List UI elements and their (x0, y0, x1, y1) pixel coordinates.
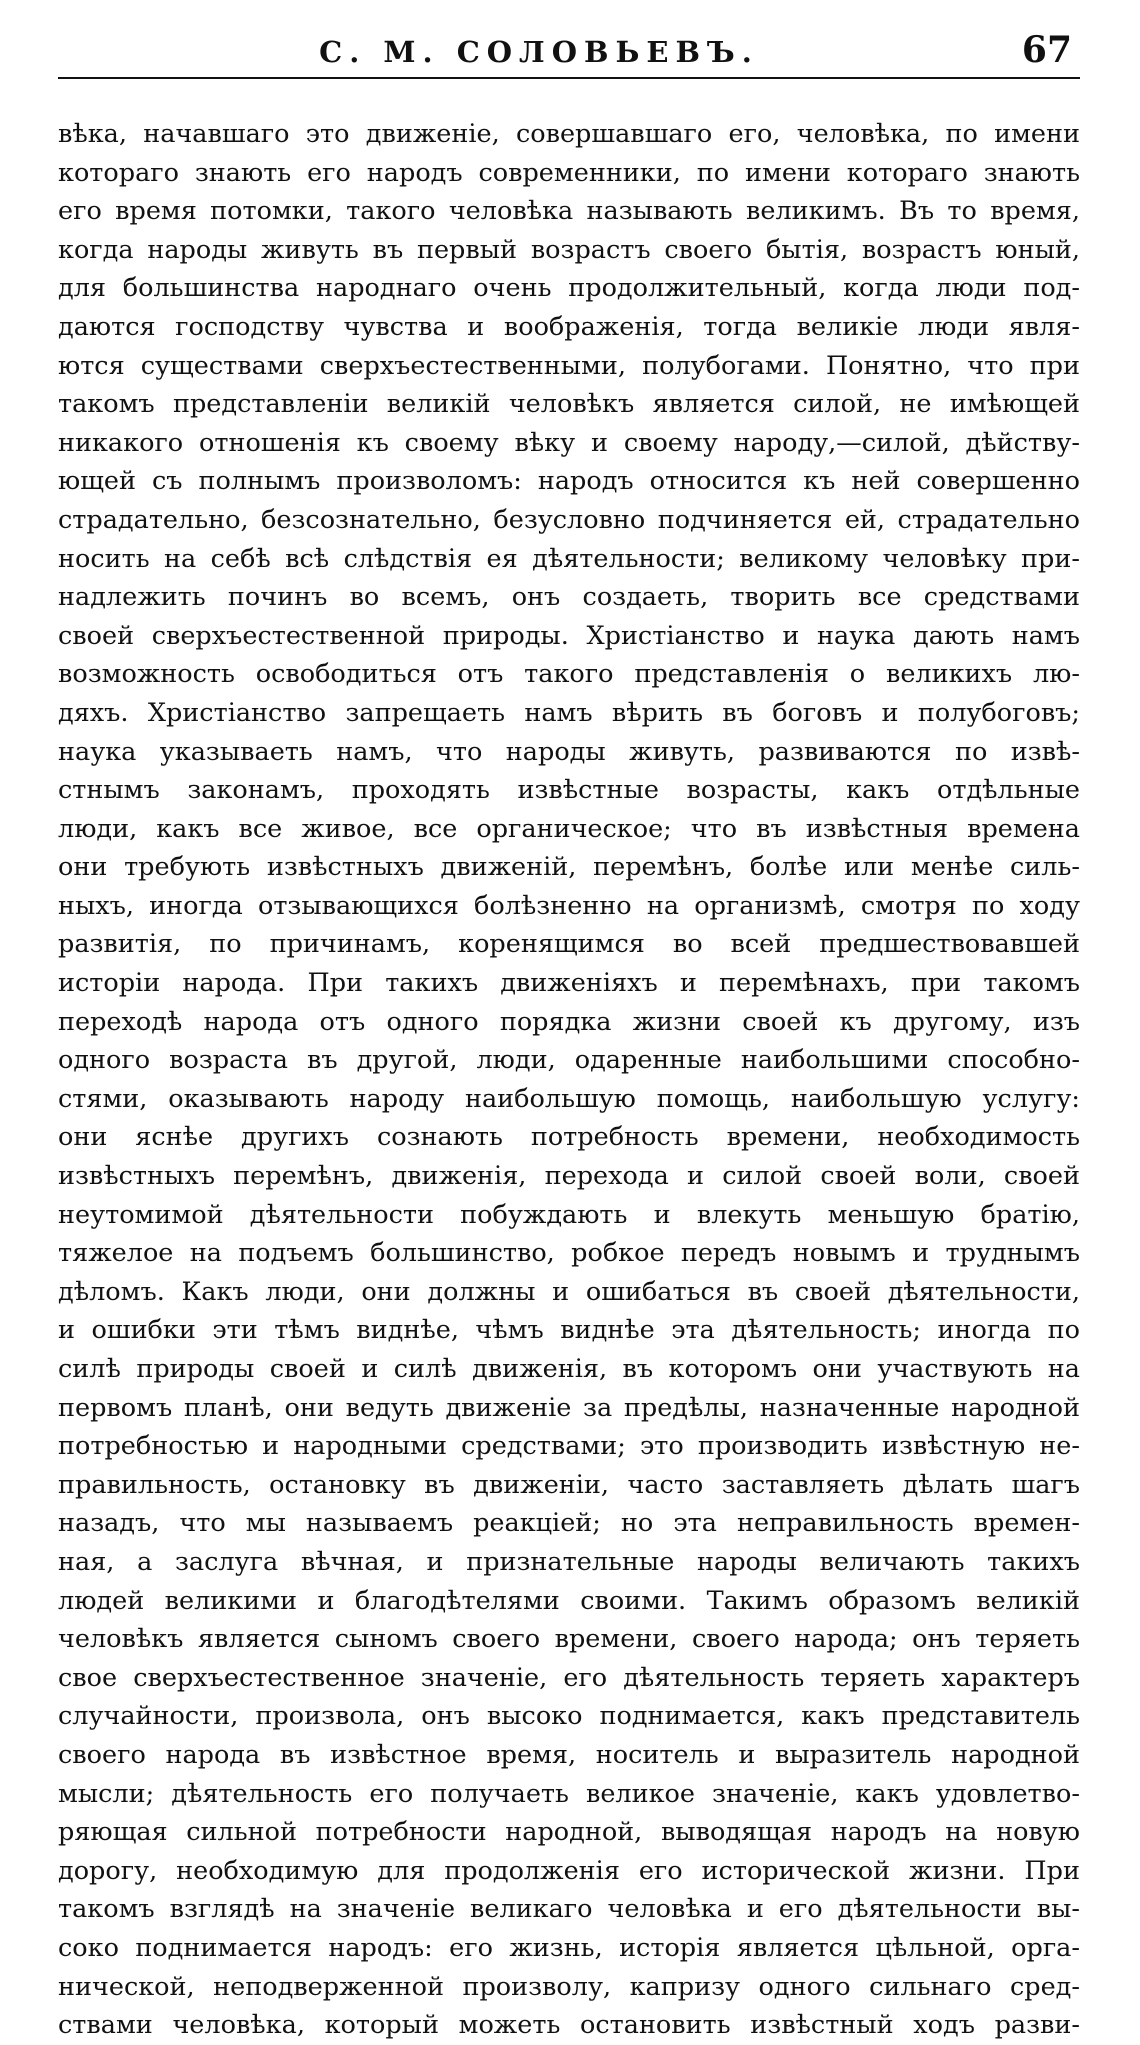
text-line: случайности, произвола, онъ высоко поднимается, какъ представитель (58, 1701, 1080, 1732)
text-line: одного возраста въ другой, люди, одаренные наибольшими способно- (58, 1045, 1080, 1076)
text-line: нической, неподверженной произволу, капризу одного сильнаго сред- (58, 1971, 1080, 2002)
text-line: ющей съ полнымъ произволомъ: народъ относится къ ней совершенно (58, 466, 1080, 497)
text-line: соко поднимается народъ: его жизнь, исторiя является цѣльной, орга- (58, 1932, 1080, 1963)
text-line: исторiи народа. При такихъ движенiяхъ и перемѣнахъ, при такомъ (58, 968, 1080, 999)
text-line: ствами человѣка, который можеть остановить извѣстный ходъ разви- (58, 2010, 1080, 2041)
running-head (58, 28, 1080, 76)
text-line: даются господству чувства и воображенiя, тогда великiе люди явля- (58, 311, 1080, 342)
text-line: извѣстныхъ перемѣнъ, движенiя, перехода и силой своей воли, своей (58, 1161, 1080, 1192)
text-line: мысли; дѣятельность его получаеть великое значенiе, какъ удовлетво- (58, 1778, 1080, 1809)
text-line: неутомимой дѣятельности побуждають и влекуть меньшую братiю, (58, 1199, 1080, 1230)
text-line: котораго знають его народъ современники, по имени котораго знають (58, 157, 1080, 188)
text-line: своей сверхъестественной природы. Христiанство и наука дають намъ (58, 620, 1080, 651)
text-line: его время потомки, такого человѣка называють великимъ. Въ то время, (58, 196, 1080, 227)
text-line: они требують извѣстныхъ движенiй, перемѣнъ, болѣе или менѣе силь- (58, 852, 1080, 883)
text-line: носить на себѣ всѣ слѣдствiя ея дѣятельности; великому человѣку при- (58, 543, 1080, 574)
header-rule (58, 77, 1080, 79)
text-line: правильность, остановку въ движенiи, часто заставляеть дѣлать шагъ (58, 1469, 1080, 1500)
text-line: людей великими и благодѣтелями своими. Такимъ образомъ великiй (58, 1585, 1080, 1616)
text-line: свое сверхъестественное значенiе, его дѣятельность теряеть характеръ (58, 1662, 1080, 1693)
text-line: когда народы живуть въ первый возрастъ своего бытiя, возрастъ юный, (58, 234, 1080, 265)
text-line: человѣкъ является сыномъ своего времени, своего народа; онъ теряеть (58, 1624, 1080, 1655)
text-line: переходѣ народа отъ одного порядка жизни своей къ другому, изъ (58, 1006, 1080, 1037)
text-line: стнымъ законамъ, проходять извѣстные возрасты, какъ отдѣльные (58, 775, 1080, 806)
text-line: такомъ взглядѣ на значенiе великаго человѣка и его дѣятельности вы- (58, 1894, 1080, 1925)
text-line: назадъ, что мы называемъ реакцiей; но эта неправильность времен- (58, 1508, 1080, 1539)
text-line: никакого отношенiя къ своему вѣку и своему народу,—силой, дѣйству- (58, 427, 1080, 458)
text-line: тяжелое на подъемъ большинство, робкое передъ новымъ и труднымъ (58, 1238, 1080, 1269)
text-line: ная, а заслуга вѣчная, и признательные народы величають такихъ (58, 1546, 1080, 1577)
text-line: своего народа въ извѣстное время, носитель и выразитель народной (58, 1739, 1080, 1770)
text-line: ныхъ, иногда отзывающихся болѣзненно на организмѣ, смотря по ходу (58, 890, 1080, 921)
text-line: такомъ представленiи великiй человѣкъ является силой, не имѣющей (58, 389, 1080, 420)
text-line: наука указываеть намъ, что народы живуть, развиваются по извѣ- (58, 736, 1080, 767)
text-line: силѣ природы своей и силѣ движенiя, въ которомъ они участвують на (58, 1354, 1080, 1384)
text-line: для большинства народнаго очень продолжительный, когда люди под- (58, 273, 1080, 304)
body-text (58, 115, 1080, 2045)
text-line: надлежить починъ во всемъ, онъ создаеть, творить все средствами (58, 582, 1080, 613)
text-line: возможность освободиться отъ такого представленiя о великихъ лю- (58, 659, 1080, 690)
text-line: они яснѣе другихъ сознають потребность времени, необходимость (58, 1122, 1080, 1153)
text-line: потребностью и народными средствами; это производить извѣстную не- (58, 1431, 1080, 1462)
text-line: страдательно, безсознательно, безусловно подчиняется ей, страдательно (58, 504, 1080, 535)
text-line: и ошибки эти тѣмъ виднѣе, чѣмъ виднѣе эта дѣятельность; иногда по (58, 1315, 1080, 1346)
text-line: дорогу, необходимую для продолженiя его исторической жизни. При (58, 1855, 1080, 1886)
text-line: дяхъ. Христiанство запрещаеть намъ вѣрить въ боговъ и полубоговъ; (58, 697, 1080, 728)
text-line: дѣломъ. Какъ люди, они должны и ошибаться въ своей дѣятельности, (58, 1276, 1080, 1307)
text-line: ряющая сильной потребности народной, выводящая народъ на новую (58, 1817, 1080, 1848)
book-page (58, 28, 1080, 2041)
text-line: ются существами сверхъестественными, полубогами. Понятно, что при (58, 350, 1080, 381)
page-number: 67 (1021, 29, 1072, 71)
text-line: вѣка, начавшаго это движенiе, совершавшаго его, человѣка, по имени (58, 119, 1080, 149)
running-title: С. М. СОЛОВЬЕВЪ. (319, 35, 759, 69)
text-line: первомъ планѣ, они ведуть движенiе за предѣлы, назначенные народной (58, 1392, 1080, 1423)
text-line: люди, какъ все живое, все органическое; что въ извѣстныя времена (58, 813, 1080, 844)
text-line: стями, оказывають народу наибольшую помощь, наибольшую услугу: (58, 1083, 1080, 1114)
text-line: развитiя, по причинамъ, коренящимся во всей предшествовавшей (58, 929, 1080, 960)
